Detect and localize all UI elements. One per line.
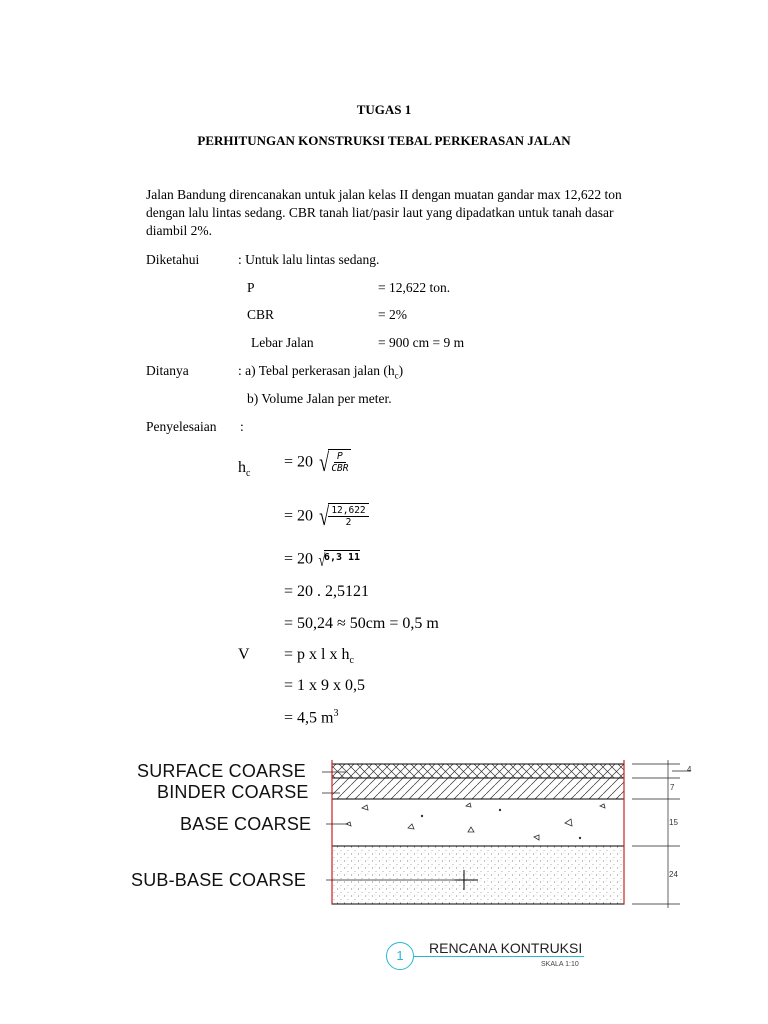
hc-step1: = 20 √ $\frac{P}{\text{CBR}}$ bbox=[284, 449, 351, 477]
v-variable: V bbox=[238, 646, 250, 663]
solution-colon: : bbox=[240, 419, 244, 434]
document-title: TUGAS 1 bbox=[356, 102, 412, 117]
sqrt-symbol: √ $\frac{12,622}{2}$ bbox=[317, 503, 369, 531]
hc-step4: = 20 . 2,5121 bbox=[284, 583, 370, 600]
hc-step5: = 50,24 ≈ 50cm = 0,5 m bbox=[284, 615, 439, 632]
given-name-width: Lebar Jalan bbox=[251, 335, 314, 350]
v-step2: = 1 x 9 x 0,5 bbox=[284, 677, 366, 694]
pavement-cross-section bbox=[0, 740, 768, 1024]
binder-coarse-label: BINDER COARSE bbox=[157, 782, 309, 802]
callout-scale: SKALA 1:10 bbox=[541, 961, 579, 968]
given-name-p: P bbox=[247, 280, 255, 295]
hc-step3: = 20 √ 6,3 11 bbox=[284, 550, 361, 570]
sqrt-symbol: √ 6,3 11 bbox=[318, 550, 361, 570]
callout-number: 1 bbox=[396, 948, 404, 963]
hc-variable: $h_c$ bbox=[238, 459, 251, 480]
base-coarse-label: BASE COARSE bbox=[180, 814, 312, 834]
solution-label: Penyelesaian bbox=[146, 419, 217, 434]
dim-binder: 7 bbox=[670, 783, 675, 792]
callout-underline bbox=[414, 956, 584, 957]
given-name-cbr: CBR bbox=[247, 307, 275, 322]
dim-sub-base: 24 bbox=[669, 870, 678, 879]
v-step1: = p x l x $h_c$ bbox=[284, 646, 354, 667]
given-value-width: = 900 cm = 9 m bbox=[378, 335, 465, 350]
given-intro: : Untuk lalu lintas sedang. bbox=[238, 252, 380, 267]
sub-base-coarse-label: SUB-BASE COARSE bbox=[131, 870, 307, 890]
given-value-p: = 12,622 ton. bbox=[378, 280, 451, 295]
asked-b: b) Volume Jalan per meter. bbox=[247, 391, 392, 406]
dim-surface: 4 bbox=[687, 765, 692, 774]
surface-course-layer bbox=[332, 764, 624, 778]
asked-label: Ditanya bbox=[146, 363, 189, 378]
sub-base-course-layer bbox=[332, 846, 624, 904]
dimension-lines bbox=[632, 760, 690, 908]
v-step3: = 4,5 $m^3$ bbox=[284, 708, 339, 727]
surface-coarse-label: SURFACE COARSE bbox=[137, 761, 306, 781]
binder-course-layer bbox=[332, 778, 624, 799]
sqrt-symbol: √ $\frac{P}{\text{CBR}}$ bbox=[317, 449, 351, 477]
asked-a: : a) Tebal perkerasan jalan $(h_c)$ bbox=[238, 363, 404, 381]
callout-title: RENCANA KONTRUKSI bbox=[429, 940, 583, 956]
dim-base: 15 bbox=[669, 818, 678, 827]
given-label: Diketahui bbox=[146, 252, 200, 267]
given-value-cbr: = 2% bbox=[378, 307, 407, 322]
document-subtitle: PERHITUNGAN KONSTRUKSI TEBAL PERKERASAN JALAN bbox=[197, 133, 571, 148]
intro-paragraph: Jalan Bandung direncanakan untuk jalan kelas II dengan muatan gandar max 12,622 ton dengan lalu lintas sedang. CBR tanah liat/pasir laut yang dipadatkan untuk tanah dasar diambil 2%. bbox=[146, 187, 622, 238]
hc-step2: = 20 √ $\frac{12,622}{2}$ bbox=[284, 503, 369, 531]
